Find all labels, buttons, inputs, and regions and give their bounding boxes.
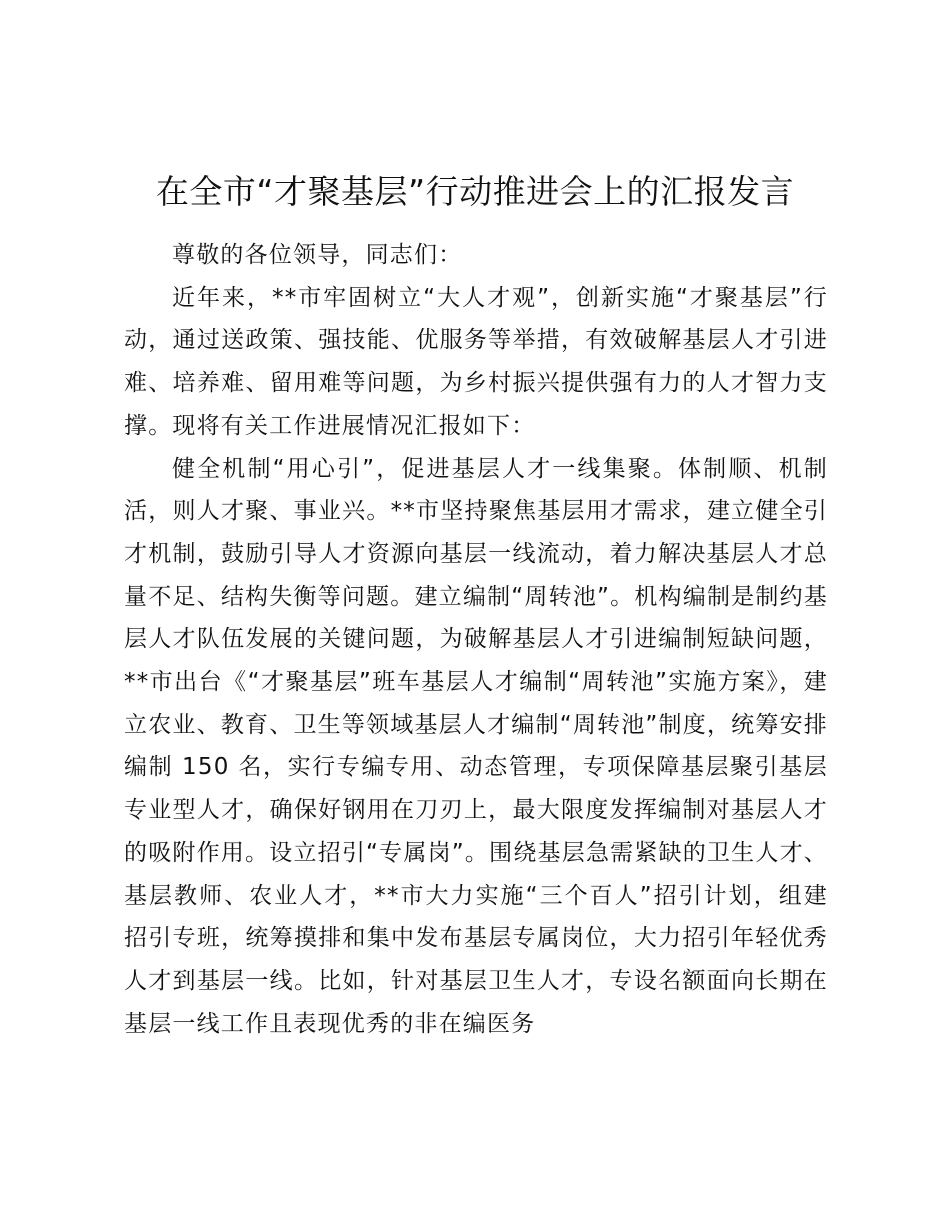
- document-title: 在全市“才聚基层”行动推进会上的汇报发言: [155, 172, 795, 211]
- intro-paragraph: 近年来，**市牢固树立“大人才观”，创新实施“才聚基层”行动，通过送政策、强技能、优服务等举措，有效破解基层人才引进难、培养难、留用难等问题，为乡村振兴提供强有力的人才智力支撑。现将有关工作进展情况汇报如下：: [124, 284, 828, 439]
- mechanism-paragraph: 健全机制“用心引”，促进基层人才一线集聚。体制顺、机制活，则人才聚、事业兴。**市坚持聚焦基层用才需求，建立健全引才机制，鼓励引导人才资源向基层一线流动，着力解决基层人才总量不足、结构失衡等问题。建立编制“周转池”。机构编制是制约基层人才队伍发展的关键问题，为破解基层人才引进编制短缺问题，**市出台《“才聚基层”班车基层人才编制“周转池”实施方案》，建立农业、教育、卫生等领域基层人才编制“周转池”制度，统筹安排编制 150 名，实行专编专用、动态管理，专项保障基层聚引基层专业型人才，确保好钢用在刀刃上，最大限度发挥编制对基层人才的吸附作用。设立招引“专属岗”。围绕基层急需紧缺的卫生人才、基层教师、农业人才，**市大力实施“三个百人”招引计划，组建招引专班，统筹摸排和集中发布基层专属岗位，大力招引年轻优秀人才到基层一线。比如，针对基层卫生人才，专设名额面向长期在基层一线工作且表现优秀的非在编医务: [124, 455, 828, 1037]
- salutation-paragraph: 尊敬的各位领导，同志们：: [172, 242, 463, 268]
- document-body: [124, 234, 828, 1045]
